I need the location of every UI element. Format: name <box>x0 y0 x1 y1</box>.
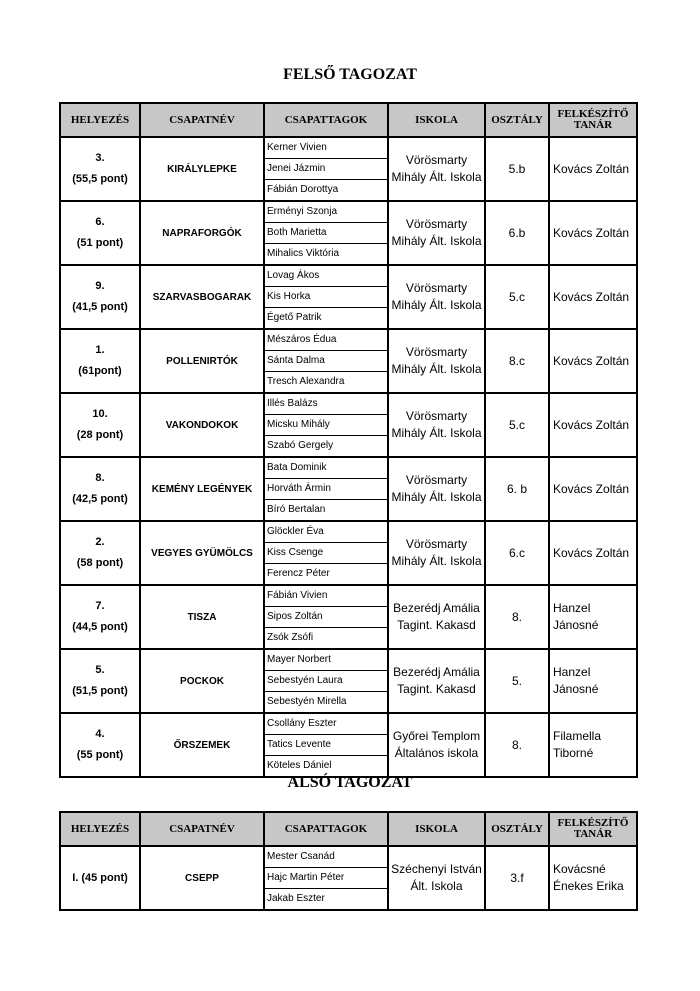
school-cell: Bezerédj Amália Tagint. Kakasd <box>388 649 485 713</box>
teacher-cell: Hanzel Jánosné <box>549 585 637 649</box>
placement-cell <box>60 393 140 457</box>
team-member: Mihalics Viktória <box>267 248 340 259</box>
team-member: Ferencz Péter <box>267 568 330 579</box>
lower-header-row <box>60 812 637 846</box>
placement-points: (44,5 pont) <box>72 621 128 633</box>
class-cell: 5.c <box>485 393 549 457</box>
team-name-cell: KEMÉNY LEGÉNYEK <box>140 457 264 521</box>
placement-rank: 9. <box>95 280 105 292</box>
teacher-cell: Kovácsné Énekes Erika <box>549 846 637 910</box>
team-members-cell <box>264 846 388 910</box>
school-cell: Széchenyi István Ált. Iskola <box>388 846 485 910</box>
team-member: Bata Dominik <box>265 458 387 479</box>
team-member: Égető Patrik <box>267 312 322 323</box>
teacher-cell: Filamella Tiborné <box>549 713 637 777</box>
school-cell: Vörösmarty Mihály Ált. Iskola <box>388 457 485 521</box>
placement-cell <box>60 137 140 201</box>
team-name-cell: NAPRAFORGÓK <box>140 201 264 265</box>
team-members-cell <box>264 265 388 329</box>
table-row <box>60 521 637 585</box>
placement-rank: 1. <box>95 344 105 356</box>
placement-cell <box>60 329 140 393</box>
team-member: Jakab Eszter <box>267 893 325 904</box>
team-name-cell: CSEPP <box>140 846 264 910</box>
header-team-members: CSAPATTAGOK <box>264 103 388 137</box>
header-class: OSZTÁLY <box>485 103 549 137</box>
placement-points: (42,5 pont) <box>72 493 128 505</box>
placement-cell <box>60 649 140 713</box>
team-name-cell: POCKOK <box>140 649 264 713</box>
table-row <box>60 137 637 201</box>
placement-cell <box>60 585 140 649</box>
class-cell: 8.c <box>485 329 549 393</box>
school-cell: Vörösmarty Mihály Ált. Iskola <box>388 201 485 265</box>
team-members-cell <box>264 649 388 713</box>
placement-rank: 7. <box>95 600 105 612</box>
team-member: Kiss Csenge <box>265 543 387 564</box>
team-member: Szabó Gergely <box>267 440 334 451</box>
placement-rank: 10. <box>92 408 108 420</box>
team-name-cell: ŐRSZEMEK <box>140 713 264 777</box>
placement-rank: 4. <box>95 728 105 740</box>
team-member: Glöckler Éva <box>265 522 387 543</box>
school-cell: Vörösmarty Mihály Ált. Iskola <box>388 265 485 329</box>
team-member: Bíró Bertalan <box>267 504 326 515</box>
team-member: Mayer Norbert <box>265 650 387 671</box>
team-member: Lovag Ákos <box>265 266 387 287</box>
team-member: Sebestyén Laura <box>265 671 387 692</box>
teacher-cell: Kovács Zoltán <box>549 393 637 457</box>
team-members-cell <box>264 521 388 585</box>
table-row <box>60 457 637 521</box>
header-school: ISKOLA <box>388 812 485 846</box>
class-cell: 8. <box>485 713 549 777</box>
placement-cell <box>60 713 140 777</box>
upper-results-table <box>59 102 638 778</box>
placement-points: (55 pont) <box>76 749 124 761</box>
class-cell: 6.b <box>485 201 549 265</box>
header-placement: HELYEZÉS <box>60 103 140 137</box>
team-members-cell <box>264 137 388 201</box>
placement-rank: I. (45 pont) <box>72 871 128 884</box>
table-row <box>60 393 637 457</box>
school-cell: Bezerédj Amália Tagint. Kakasd <box>388 585 485 649</box>
team-members-cell <box>264 201 388 265</box>
team-name-cell: POLLENIRTÓK <box>140 329 264 393</box>
placement-rank: 6. <box>95 216 105 228</box>
header-team-name: CSAPATNÉV <box>140 103 264 137</box>
header-team-name: CSAPATNÉV <box>140 812 264 846</box>
table-row <box>60 201 637 265</box>
team-member: Mester Csanád <box>265 847 387 868</box>
team-member: Sipos Zoltán <box>265 607 387 628</box>
team-member: Kis Horka <box>265 287 387 308</box>
table-row <box>60 265 637 329</box>
team-name-cell: SZARVASBOGARAK <box>140 265 264 329</box>
teacher-cell: Kovács Zoltán <box>549 329 637 393</box>
placement-rank: 2. <box>95 536 105 548</box>
header-teacher: FELKÉSZÍTŐ TANÁR <box>549 103 637 137</box>
table-row <box>60 846 637 910</box>
placement-cell <box>60 846 140 910</box>
team-members-cell <box>264 713 388 777</box>
team-members-cell <box>264 393 388 457</box>
table-row <box>60 649 637 713</box>
placement-points: (28 pont) <box>76 429 124 441</box>
teacher-cell: Kovács Zoltán <box>549 521 637 585</box>
class-cell: 6. b <box>485 457 549 521</box>
class-cell: 5. <box>485 649 549 713</box>
header-teacher: FELKÉSZÍTŐ TANÁR <box>549 812 637 846</box>
school-cell: Vörösmarty Mihály Ált. Iskola <box>388 329 485 393</box>
class-cell: 5.b <box>485 137 549 201</box>
table-row <box>60 585 637 649</box>
placement-points: (51,5 pont) <box>72 685 128 697</box>
placement-cell <box>60 201 140 265</box>
class-cell: 8. <box>485 585 549 649</box>
placement-points: (51 pont) <box>76 237 124 249</box>
placement-rank: 5. <box>95 664 105 676</box>
team-members-cell <box>264 329 388 393</box>
class-cell: 5.c <box>485 265 549 329</box>
placement-cell <box>60 457 140 521</box>
upper-header-row <box>60 103 637 137</box>
team-name-cell: VAKONDOKOK <box>140 393 264 457</box>
lower-section-title: ALSÓ TAGOZAT <box>287 774 413 791</box>
header-school: ISKOLA <box>388 103 485 137</box>
placement-points: (61pont) <box>78 365 122 377</box>
team-member: Erményi Szonja <box>265 202 387 223</box>
table-row <box>60 713 637 777</box>
team-member: Fábián Vivien <box>265 586 387 607</box>
team-member: Horváth Ármin <box>265 479 387 500</box>
team-member: Köteles Dániel <box>267 760 332 771</box>
teacher-cell: Kovács Zoltán <box>549 265 637 329</box>
header-class: OSZTÁLY <box>485 812 549 846</box>
team-member: Sebestyén Mirella <box>267 696 347 707</box>
placement-cell <box>60 265 140 329</box>
team-member: Kerner Vivien <box>265 138 387 159</box>
placement-points: (41,5 pont) <box>72 301 128 313</box>
team-member: Csollány Eszter <box>265 714 387 735</box>
teacher-cell: Kovács Zoltán <box>549 137 637 201</box>
school-cell: Győrei Templom Általános iskola <box>388 713 485 777</box>
team-member: Sánta Dalma <box>265 351 387 372</box>
upper-section-title: FELSŐ TAGOZAT <box>283 66 417 83</box>
placement-points: (58 pont) <box>76 557 124 569</box>
team-member: Tresch Alexandra <box>267 376 345 387</box>
header-team-members: CSAPATTAGOK <box>264 812 388 846</box>
team-name-cell: VEGYES GYÜMÖLCS <box>140 521 264 585</box>
school-cell: Vörösmarty Mihály Ált. Iskola <box>388 137 485 201</box>
school-cell: Vörösmarty Mihály Ált. Iskola <box>388 521 485 585</box>
placement-points: (55,5 pont) <box>72 173 128 185</box>
school-cell: Vörösmarty Mihály Ált. Iskola <box>388 393 485 457</box>
class-cell: 3.f <box>485 846 549 910</box>
team-member: Both Marietta <box>265 223 387 244</box>
table-row <box>60 329 637 393</box>
team-name-cell: TISZA <box>140 585 264 649</box>
team-member: Mészáros Édua <box>265 330 387 351</box>
team-member: Zsók Zsófi <box>267 632 314 643</box>
team-members-cell <box>264 585 388 649</box>
placement-cell <box>60 521 140 585</box>
team-name-cell: KIRÁLYLEPKE <box>140 137 264 201</box>
teacher-cell: Hanzel Jánosné <box>549 649 637 713</box>
placement-rank: 8. <box>95 472 105 484</box>
team-member: Illés Balázs <box>265 394 387 415</box>
class-cell: 6.c <box>485 521 549 585</box>
lower-results-table <box>59 811 638 911</box>
team-member: Hajc Martin Péter <box>265 868 387 889</box>
header-placement: HELYEZÉS <box>60 812 140 846</box>
team-member: Micsku Mihály <box>265 415 387 436</box>
team-member: Jenei Jázmin <box>265 159 387 180</box>
team-member: Tatics Levente <box>265 735 387 756</box>
team-members-cell <box>264 457 388 521</box>
placement-rank: 3. <box>95 152 105 164</box>
teacher-cell: Kovács Zoltán <box>549 201 637 265</box>
teacher-cell: Kovács Zoltán <box>549 457 637 521</box>
team-member: Fábián Dorottya <box>267 184 339 195</box>
